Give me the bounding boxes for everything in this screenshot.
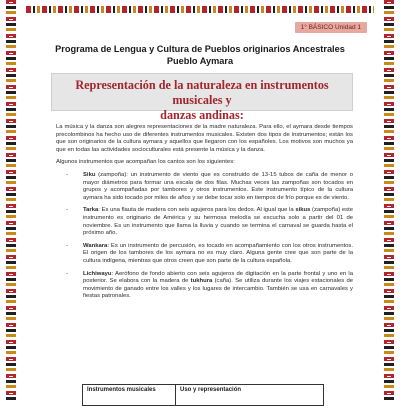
instrument-name-inline: tukhura (190, 278, 213, 285)
instrument-list (56, 172, 353, 301)
instrument-description-cont: (caña). Se utiliza durante los viajes estacionales de movimiento de ganado entre los valles y los lugares de intercambio. También se usa en carnavales y fiestas patronales. (83, 278, 353, 300)
list-item-lichiwayu (56, 271, 353, 301)
list-dash: - (66, 242, 68, 249)
list-item-wankara (56, 243, 353, 266)
lesson-content (56, 124, 353, 306)
list-intro: Algunos instrumentos que acompañan los cantos son los siguientes: (56, 159, 235, 166)
list-dash: - (66, 207, 68, 214)
lesson-title-line1: Representación de la naturaleza en instrumentos musicales y (75, 78, 329, 107)
document-header (0, 44, 400, 66)
instrument-description: (zampoña): un instrumento de viento que es construido de 13-15 tubos de caña de menor o mayor diámetros para formar una escala de dos filas. Muchas veces las zampoñas son tocados en grupos y acompañadas por tambores y otros instrumentos. Este instrumento típico de la cultura aymara ha sido tocado por miles de años y se debe tocar solo en tiempos de frío porque es de viento. (83, 171, 353, 201)
list-dash: - (66, 270, 68, 277)
program-title: Programa de Lengua y Cultura de Pueblos originarios Ancestrales (55, 44, 345, 54)
list-item-tarka (56, 207, 353, 237)
top-decorative-pattern (26, 6, 374, 13)
intro-paragraph: La música y la danza son alegres representaciones de la madre naturaleza. Para ello, el aymara desde tiempos precolombinos ha hecho uso de diferentes instrumentos musicales. Existen dos tipos de instrumentos; están los que son originarios de la cultura aymara y aquellos que llegaron con los españoles. Los motivos son muchos ya que en todas las actividades socioculturales está presente la música y la danza. (56, 124, 353, 153)
grade-unit-badge: 1° BÁSICO Unidad 1 (295, 22, 367, 33)
lesson-title-box (51, 73, 353, 122)
instruments-table (82, 384, 324, 406)
list-dash: - (66, 171, 68, 178)
instrument-description: : Aerófono de fondo abierto con seis agujeros de digitación en la parte frontal y uno en la posterior. Se elabora con la madera de (83, 270, 353, 285)
instrument-description: : Es un instrumento de percusión, es tocado en acompañamiento con los otros instrumentos. El origen de los tambores de los aymara no es muy claro. Alguna gente cree que son parte de la cultura indígena, mientras que otros creen que son parte de la cultura española. (83, 242, 353, 264)
lesson-title-line2: danzas andinas: (160, 108, 244, 122)
instrument-name: Tarka (83, 207, 99, 214)
instrument-name: Siku (83, 171, 96, 178)
list-item-siku (56, 172, 353, 202)
instrument-description-cont: (zampoña) este instrumento es originario de América y su hermosa melodía se escucha solo a partir del 01 de noviembre. Es un instrumento que llama la lluvia y cuando se termina el carnaval se guarda hasta el próximo año. (83, 207, 353, 237)
table-header-usage: Uso y representación (180, 387, 242, 393)
instrument-name: Lichiwayu (83, 270, 112, 277)
people-title: Pueblo Aymara (166, 56, 234, 66)
table-header-instruments: Instrumentos musicales (83, 385, 176, 405)
instrument-name: Wankara (83, 242, 108, 249)
instrument-name-inline: sikus (295, 207, 311, 214)
instrument-description: : Es una flauta de madera con seis agujeros para los dedos. Al igual que la (98, 207, 296, 214)
